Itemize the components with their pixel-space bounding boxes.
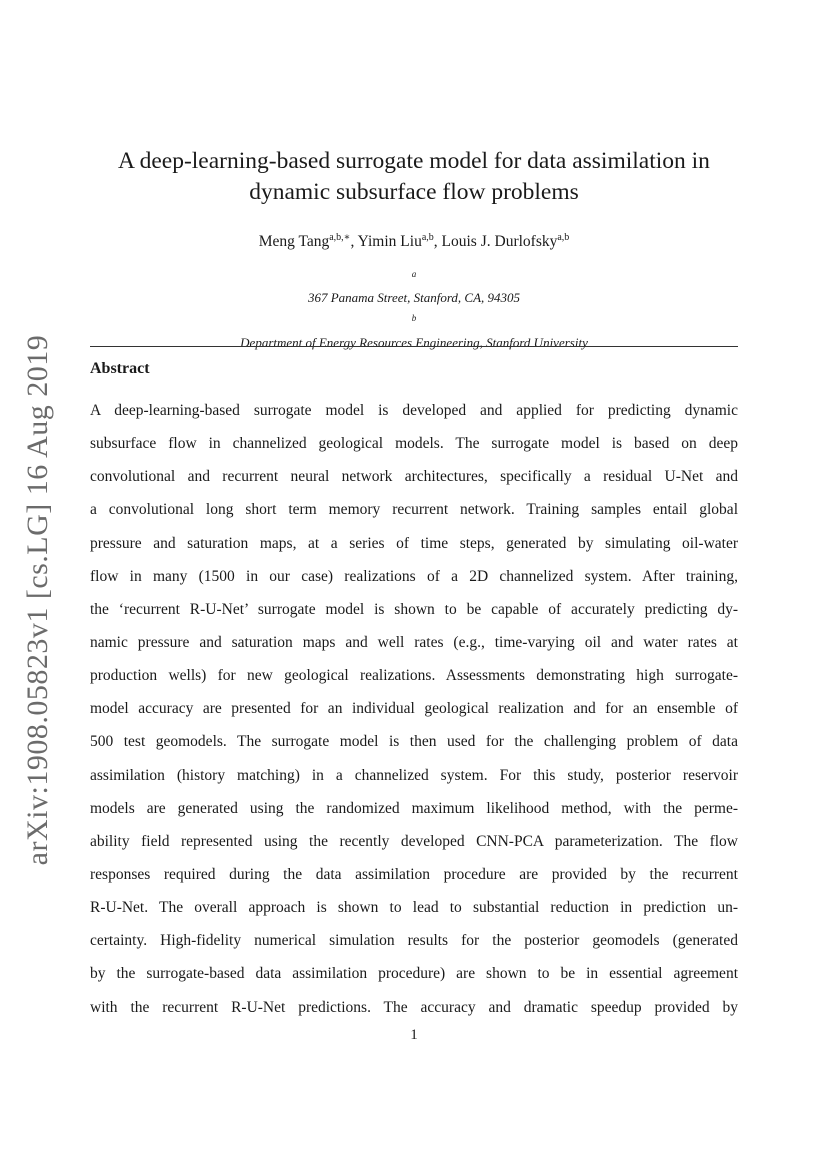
- abstract-body: [90, 399, 738, 1029]
- author-name: Meng Tang: [258, 233, 330, 251]
- abstract-line: model accuracy are presented for an individual geological realization and for an ensemble of: [90, 700, 738, 718]
- horizontal-rule: [90, 346, 738, 347]
- title-line: A deep-learning-based surrogate model for data assimilation in: [118, 148, 710, 174]
- affiliation-line: [90, 264, 738, 308]
- author-affiliation-marks: a,b: [557, 232, 570, 243]
- author-affiliation-marks: a,b,∗: [329, 232, 351, 243]
- abstract-heading: Abstract: [90, 360, 150, 377]
- page-number: 1: [410, 1027, 418, 1043]
- author-name: Yimin Liu: [357, 233, 422, 251]
- abstract-line: certainty. High-fidelity numerical simulation results for the posterior geomodels (generated: [90, 932, 738, 950]
- abstract-line: models are generated using the randomized maximum likelihood method, with the perme-: [90, 799, 738, 817]
- title-line: dynamic subsurface flow problems: [249, 179, 579, 205]
- abstract-line: by the surrogate-based data assimilation procedure) are shown to be in essential agreement: [90, 965, 738, 983]
- abstract-line: convolutional and recurrent neural network architectures, specifically a residual U-Net and: [90, 468, 738, 486]
- affiliation-text: 367 Panama Street, Stanford, CA, 94305: [307, 290, 521, 306]
- abstract-line: production wells) for new geological realizations. Assessments demonstrating high surrogate-: [90, 667, 738, 685]
- abstract-line: namic pressure and saturation maps and well rates (e.g., time-varying oil and water rates at: [90, 633, 738, 651]
- affiliations: [90, 264, 738, 353]
- abstract-line: pressure and saturation maps, at a series of time steps, generated by simulating oil-water: [90, 534, 738, 552]
- author-affiliation-marks: a,b: [421, 232, 434, 243]
- abstract-line: flow in many (1500 in our case) realizations of a 2D channelized system. After training,: [90, 567, 738, 585]
- abstract-line: responses required during the data assimilation procedure are provided by the recurrent: [90, 865, 738, 883]
- abstract-line: 500 test geomodels. The surrogate model is then used for the challenging problem of data: [90, 733, 738, 751]
- abstract-line: with the recurrent R-U-Net predictions. The accuracy and dramatic speedup provided by: [90, 998, 738, 1016]
- abstract-line: A deep-learning-based surrogate model is developed and applied for predicting dynamic: [90, 402, 738, 419]
- abstract-line: a convolutional long short term memory recurrent network. Training samples entail global: [90, 501, 738, 519]
- arxiv-identifier-stamp: arXiv:1908.05823v1 [cs.LG] 16 Aug 2019: [21, 334, 54, 866]
- affiliation-mark: a: [411, 269, 417, 279]
- author-separator: ,: [350, 233, 358, 251]
- abstract-line: subsurface flow in channelized geological models. The surrogate model is based on deep: [90, 435, 738, 453]
- author-list: [90, 232, 738, 251]
- affiliation-text: Department of Energy Resources Engineering, Stanford University: [240, 334, 588, 350]
- author-separator: ,: [433, 233, 442, 251]
- abstract-line: ability field represented using the recently developed CNN-PCA parameterization. The flow: [90, 832, 738, 850]
- abstract-line: the ‘recurrent R-U-Net’ surrogate model is shown to be capable of accurately predicting dy-: [90, 600, 738, 618]
- affiliation-mark: b: [411, 313, 417, 324]
- paper-title: [90, 146, 738, 208]
- abstract-line: R-U-Net. The overall approach is shown to lead to substantial reduction in prediction un-: [90, 899, 738, 917]
- author-name: Louis J. Durlofsky: [441, 233, 558, 251]
- abstract-line: assimilation (history matching) in a channelized system. For this study, posterior reservoir: [90, 766, 738, 784]
